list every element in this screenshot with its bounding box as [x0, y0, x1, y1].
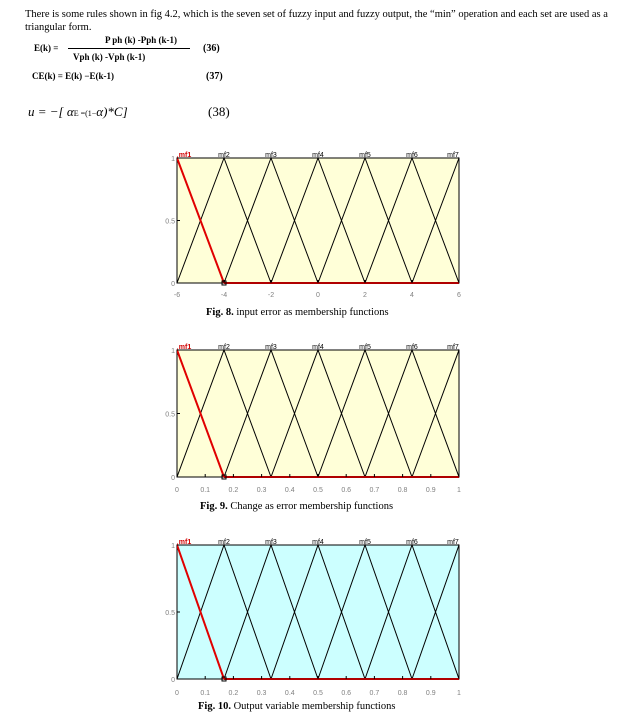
fig8-label: Fig. 8. [206, 307, 234, 318]
fig9-mf-label-mf7: mf7 [447, 344, 459, 351]
fig8-mf-label-mf5: mf5 [359, 152, 371, 159]
fig10-mf-label-mf1: mf1 [178, 539, 192, 546]
fig8-mf-label-mf1: mf1 [178, 152, 192, 159]
fig10-chart [163, 533, 473, 701]
fig9-xtick-label: 0.3 [256, 487, 267, 494]
fig10-xtick-label: 1 [457, 690, 461, 697]
fig9-caption [200, 501, 393, 512]
eq37-text: CE(k) = E(k) −E(k-1) [32, 71, 115, 81]
fig9-plot [163, 338, 473, 494]
fig9-mf-label-mf5: mf5 [359, 344, 371, 351]
fig9-chart [163, 338, 473, 498]
fig8-ytick-label: 0.5 [165, 218, 175, 226]
fig8-ytick-label: 0 [171, 281, 175, 288]
fig10-mf-label-mf6: mf6 [406, 539, 418, 546]
intro-paragraph: There is some rules shown in fig 4.2, which is the seven set of fuzzy input and fuzzy output, the “min” operation and each set are used as a triangular form. [25, 9, 608, 33]
eq38-sub: E =(1− [73, 109, 97, 118]
fig8-xtick-label: -4 [220, 292, 228, 299]
fig10-ytick-label: 0.5 [165, 610, 175, 617]
fig9-ytick-label: 0 [171, 475, 175, 482]
fig9-label: Fig. 9. [200, 501, 228, 512]
eq38-suffix: α)*C] [96, 104, 128, 119]
fig8-plot [163, 146, 473, 299]
fig10-ytick-label: 0 [171, 677, 175, 684]
fig10-caption-text: Output variable membership functions [230, 701, 396, 712]
fig9-mf-label-mf3: mf3 [265, 344, 277, 351]
eq37-number: (37) [206, 71, 223, 82]
fig9-xtick-label: 0.9 [425, 487, 436, 494]
eq38-formula [28, 104, 128, 120]
fig8-caption-text: input error as membership functions [233, 307, 389, 318]
fig9-caption-text: Change as error membership functions [227, 501, 394, 512]
eq36-lhs: E(k) = [34, 43, 59, 53]
fig10-xtick-label: 0.5 [313, 690, 323, 697]
fig9-ytick-label: 1 [171, 348, 175, 355]
fig9-xtick-label: 0 [175, 487, 179, 494]
fig9-xtick-label: 1 [457, 487, 461, 494]
eq36-denominator: Vph (k) -Vph (k-1) [73, 52, 146, 62]
fig8-caption [206, 307, 389, 318]
fig10-mf-label-mf2: mf2 [218, 539, 230, 546]
fig9-mf-label-mf1: mf1 [178, 344, 192, 351]
fig8-xtick-label: 6 [457, 292, 461, 299]
fig8-xtick-label: -6 [173, 292, 181, 299]
fig8-mf-label-mf4: mf4 [312, 152, 324, 159]
fig10-mf-label-mf4: mf4 [312, 539, 324, 546]
fig9-mf-label-mf4: mf4 [312, 344, 324, 351]
fig10-mf-label-mf3: mf3 [265, 539, 277, 546]
fig10-xtick-label: 0.4 [284, 690, 295, 697]
fig10-xtick-label: 0.8 [397, 690, 408, 697]
fig10-caption [198, 701, 395, 712]
fig8-xtick-label: -2 [267, 292, 275, 299]
eq36-number: (36) [203, 43, 220, 54]
fig10-xtick-label: 0.7 [369, 690, 380, 697]
fig8-xtick-label: 0 [316, 292, 320, 299]
fig9-mf-label-mf2: mf2 [218, 344, 230, 351]
fig8-xtick-label: 2 [363, 292, 367, 299]
fig9-xtick-label: 0.7 [369, 487, 380, 494]
fig10-plot-area [177, 545, 459, 679]
fig10-mf-label-mf7: mf7 [447, 539, 459, 546]
fig9-xtick-label: 0.4 [284, 487, 295, 494]
fig8-plot-area [177, 158, 459, 283]
fig8-chart [163, 146, 473, 304]
fig10-xtick-label: 0.2 [228, 690, 239, 697]
fig9-xtick-label: 0.5 [313, 487, 323, 494]
fig8-mf-label-mf2: mf2 [218, 152, 230, 159]
eq36-fraction-bar [68, 48, 190, 49]
fig10-label: Fig. 10. [198, 701, 231, 712]
fig8-ytick-label: 1 [171, 156, 175, 163]
fig9-plot-area [177, 350, 459, 477]
fig10-xtick-label: 0.9 [425, 690, 436, 697]
eq38-prefix: u = −[ α [28, 104, 74, 119]
fig8-mf-label-mf3: mf3 [265, 152, 277, 159]
fig9-xtick-label: 0.6 [341, 487, 352, 494]
fig10-mf-label-mf5: mf5 [359, 539, 371, 546]
eq36-numerator: P ph (k) -Pph (k-1) [105, 35, 178, 45]
fig9-mf-label-mf6: mf6 [406, 344, 418, 351]
fig8-mf-label-mf6: mf6 [406, 152, 418, 159]
fig9-xtick-label: 0.1 [200, 487, 211, 494]
fig10-plot [163, 533, 473, 697]
fig10-xtick-label: 0.1 [200, 690, 211, 697]
fig8-mf-label-mf7: mf7 [447, 152, 459, 159]
fig10-ytick-label: 1 [171, 543, 175, 550]
fig9-xtick-label: 0.8 [397, 487, 408, 494]
fig9-ytick-label: 0.5 [165, 411, 175, 419]
fig10-xtick-label: 0 [175, 690, 179, 697]
fig8-xtick-label: 4 [410, 292, 414, 299]
fig9-xtick-label: 0.2 [228, 487, 239, 494]
eq38-number: (38) [208, 104, 230, 119]
fig10-xtick-label: 0.3 [256, 690, 267, 697]
fig10-xtick-label: 0.6 [341, 690, 352, 697]
